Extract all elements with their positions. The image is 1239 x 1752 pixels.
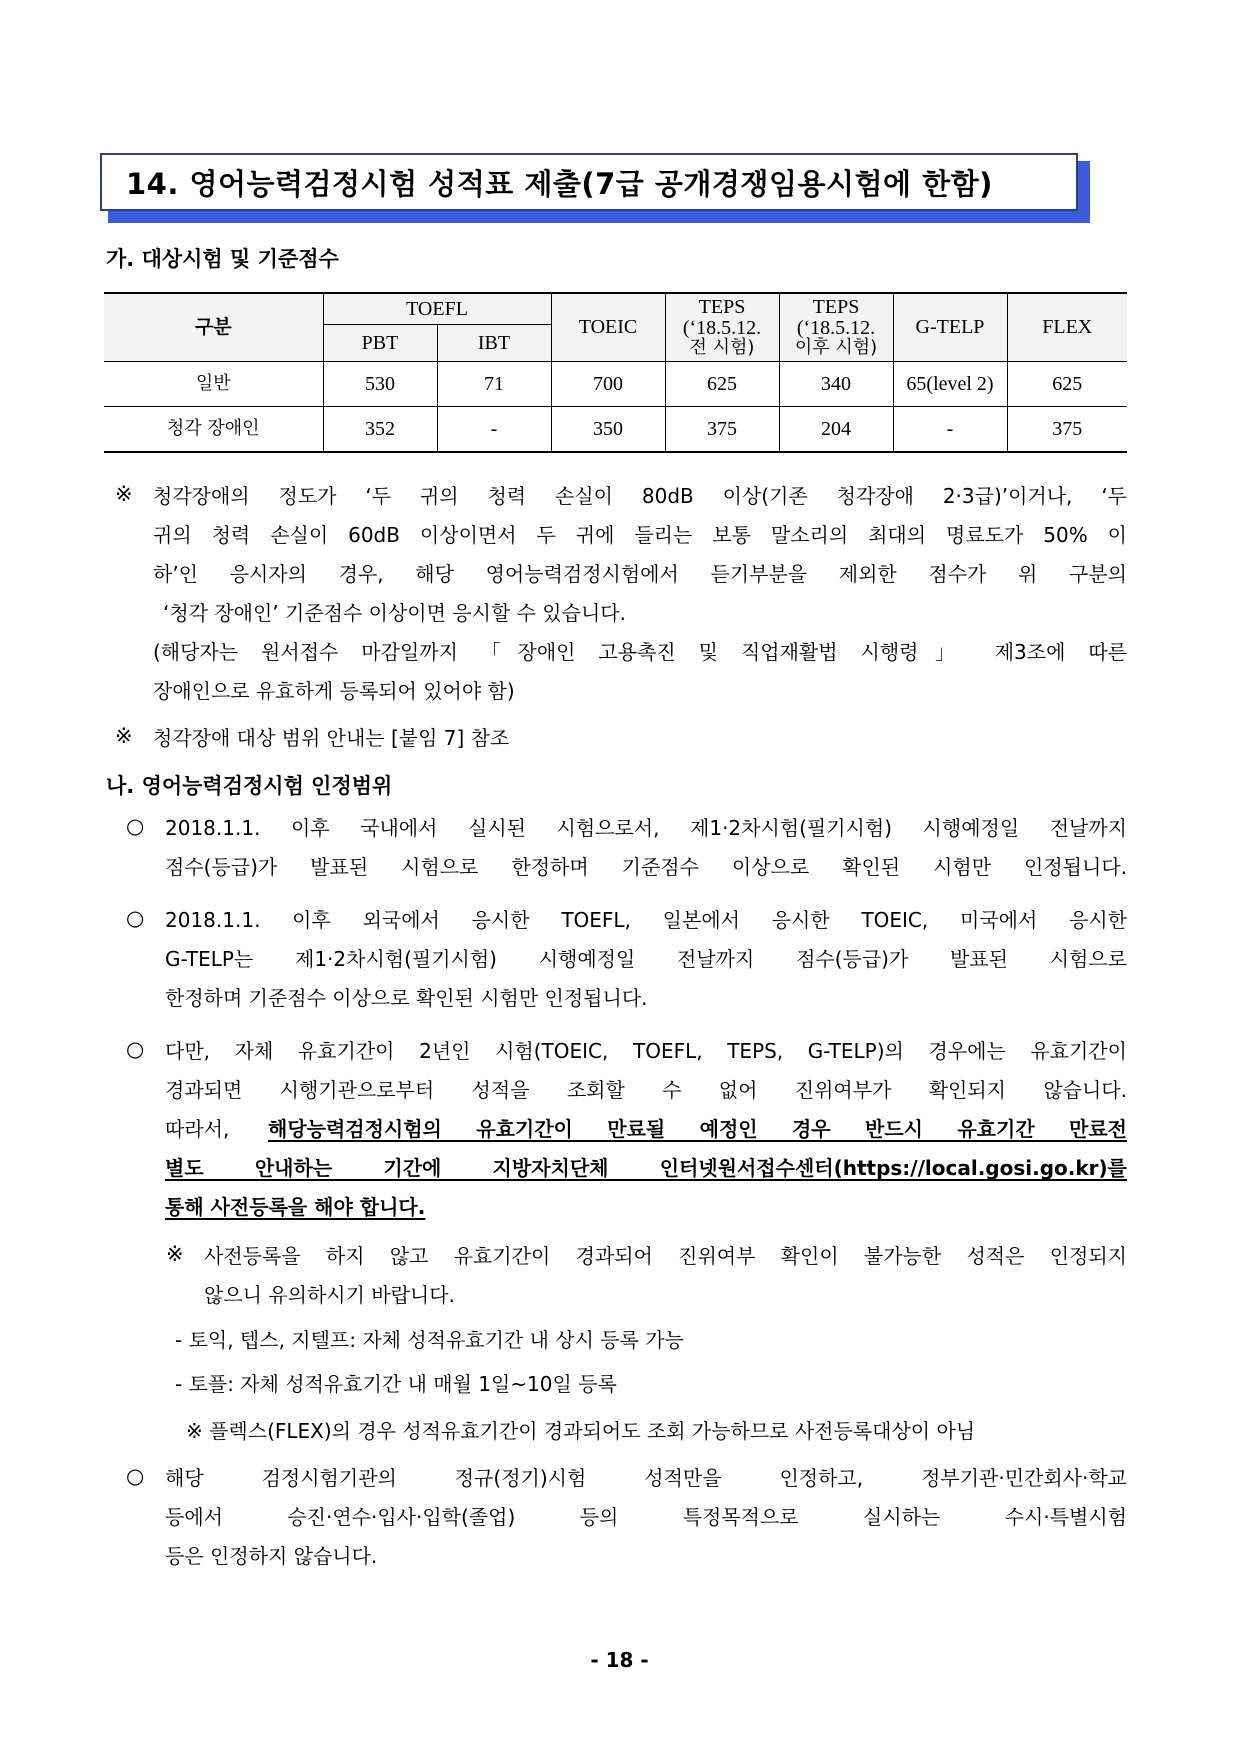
b3-line: 다만, 자체 유효기간이 2년인 시험(TOEIC, TOEFL, TEPS, G-TELP)의 경우에는 유효기간이	[165, 1039, 1127, 1063]
b3-note-line: 사전등록을 하지 않고 유효기간이 경과되어 진위여부 확인이 불가능한 성적은 인정되지	[204, 1244, 1127, 1268]
header-ibt: IBT	[437, 325, 551, 362]
row-label: 일반	[104, 362, 323, 407]
note1-line: 하’인 응시자의 경우, 해당 영어능력검정시험에서 듣기부분을 제외한 점수가 위 구분의	[153, 562, 1127, 586]
b3-note-line: 않으니 유의하시기 바랍니다.	[204, 1283, 455, 1307]
dash-item: - 토플: 자체 성적유효기간 내 매월 1일~10일 등록	[175, 1372, 617, 1396]
cell-gtelp: 65(level 2)	[893, 362, 1007, 407]
bullet-circle: ○	[126, 814, 145, 838]
cell-flex: 625	[1007, 362, 1127, 407]
cell-toeic: 350	[551, 407, 665, 453]
note-mark: ※	[115, 482, 133, 506]
cell-gtelp: -	[893, 407, 1007, 453]
cell-teps-before: 375	[665, 407, 779, 453]
cell-ibt: -	[437, 407, 551, 453]
header-gtelp: G-TELP	[893, 293, 1007, 362]
note1-line: 귀의 청력 손실이 60dB 이상이면서 두 귀에 들리는 보통 말소리의 최대의 명료도가 50% 이	[153, 523, 1127, 547]
flex-note: ※ 플렉스(FLEX)의 경우 성적유효기간이 경과되어도 조회 가능하므로 사전등록대상이 아님	[186, 1419, 976, 1443]
header-toeic: TOEIC	[551, 293, 665, 362]
header-pbt: PBT	[323, 325, 437, 362]
note-mark: ※	[115, 724, 133, 748]
score-table	[104, 292, 1127, 453]
header-flex: FLEX	[1007, 293, 1127, 362]
b1-line: 2018.1.1. 이후 국내에서 실시된 시험으로서, 제1·2차시험(필기시험) 시행예정일 전날까지	[165, 816, 1127, 840]
b3-underlined-line: 해당능력검정시험의 유효기간이 만료될 예정인 경우 반드시 유효기간 만료전	[268, 1117, 1127, 1141]
bullet-circle: ○	[126, 906, 145, 930]
b2-line: 한정하며 기준점수 이상으로 확인된 시험만 인정됩니다.	[165, 986, 648, 1010]
b3-underlined-line: 통해 사전등록을 해야 합니다.	[165, 1195, 426, 1219]
b4-line: 등은 인정하지 않습니다.	[165, 1544, 378, 1568]
note1-line: 장애인으로 유효하게 등록되어 있어야 함)	[153, 679, 515, 703]
cell-flex: 375	[1007, 407, 1127, 453]
note1-line: 청각장애의 정도가 ‘두 귀의 청력 손실이 80dB 이상(기존 청각장애 2·3급)’이거나, ‘두	[153, 484, 1127, 508]
table-row	[104, 407, 1127, 453]
header-toefl: TOEFL	[323, 293, 551, 325]
cell-pbt: 530	[323, 362, 437, 407]
cell-ibt: 71	[437, 362, 551, 407]
b3-line: 경과되면 시행기관으로부터 성적을 조회할 수 없어 진위여부가 확인되지 않습니다.	[165, 1078, 1127, 1102]
cell-pbt: 352	[323, 407, 437, 453]
b2-line: G-TELP는 제1·2차시험(필기시험) 시행예정일 전날까지 점수(등급)가 발표된 시험으로	[165, 947, 1127, 971]
dash-item: - 토익, 텝스, 지텔프: 자체 성적유효기간 내 상시 등록 가능	[175, 1328, 684, 1352]
cell-teps-before: 625	[665, 362, 779, 407]
bullet-circle: ○	[126, 1464, 145, 1488]
header-teps-before: TEPS (‘18.5.12. 전 시험)	[665, 293, 779, 362]
b4-line: 등에서 승진·연수·입사·입학(졸업) 등의 특정목적으로 실시하는 수시·특별시험	[165, 1505, 1127, 1529]
cell-teps-after: 340	[779, 362, 893, 407]
note-mark: ※	[166, 1242, 184, 1266]
row-label: 청각 장애인	[104, 407, 323, 453]
header-category: 구분	[104, 293, 323, 362]
b3-underlined-line: 별도 안내하는 기간에 지방자치단체 인터넷원서접수센터(https://local.gosi.go.kr)를	[165, 1156, 1127, 1180]
bullet-circle: ○	[126, 1037, 145, 1061]
section-title: 14. 영어능력검정시험 성적표 제출(7급 공개경쟁임용시험에 한함)	[100, 153, 1078, 211]
table-header-row	[104, 293, 1127, 325]
note2-line: 청각장애 대상 범위 안내는 [붙임 7] 참조	[153, 726, 510, 750]
section-title-box	[100, 153, 1090, 215]
note1-line: (해당자는 원서접수 마감일까지 「장애인 고용촉진 및 직업재활법 시행령」 제3조에 따른	[153, 640, 1127, 664]
b4-line: 해당 검정시험기관의 정규(정기)시험 성적만을 인정하고, 정부기관·민간회사·학교	[165, 1466, 1127, 1490]
cell-toeic: 700	[551, 362, 665, 407]
subsection-b-heading: 나. 영어능력검정시험 인정범위	[106, 774, 393, 798]
cell-teps-after: 204	[779, 407, 893, 453]
table-row	[104, 362, 1127, 407]
note1-line: ‘청각 장애인’ 기준점수 이상이면 응시할 수 있습니다.	[163, 601, 626, 625]
header-teps-after: TEPS (‘18.5.12. 이후 시험)	[779, 293, 893, 362]
subsection-a-heading: 가. 대상시험 및 기준점수	[106, 247, 339, 271]
b3-prefix: 따라서,	[165, 1117, 230, 1141]
page-number: - 18 -	[590, 1648, 649, 1672]
b1-line: 점수(등급)가 발표된 시험으로 한정하며 기준점수 이상으로 확인된 시험만 인정됩니다.	[165, 855, 1127, 879]
b2-line: 2018.1.1. 이후 외국에서 응시한 TOEFL, 일본에서 응시한 TOEIC, 미국에서 응시한	[165, 908, 1127, 932]
